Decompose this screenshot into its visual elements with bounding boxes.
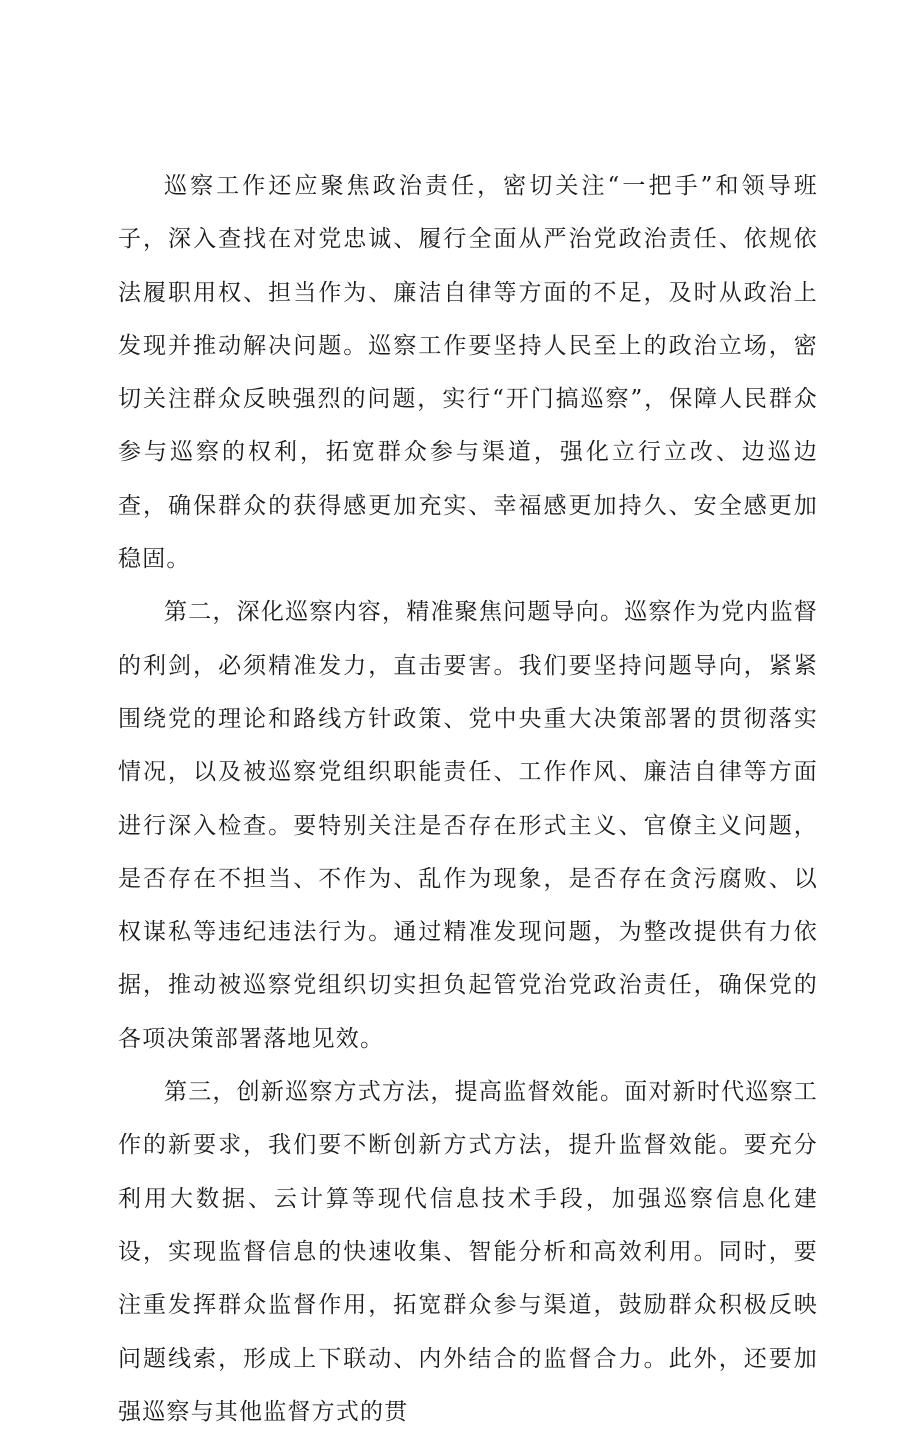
paragraph-political-responsibility: 巡察工作还应聚焦政治责任，密切关注“一把手”和领导班子，深入查找在对党忠诚、履行全面从严治党政治责任、依规依法履职用权、担当作为、廉洁自律等方面的不足，及时从政治上发现并推动解决问题。巡察工作要坚持人民至上的政治立场，密切关注群众反映强烈的问题，实行“开门搞巡察”，保障人民群众参与巡察的权利，拓宽群众参与渠道，强化立行立改、边巡边查，确保群众的获得感更加充实、幸福感更加持久、安全感更加稳固。 xyxy=(118,173,818,573)
paragraph-second-point: 第二，深化巡察内容，精准聚焦问题导向。巡察作为党内监督的利剑，必须精准发力，直击要害。我们要坚持问题导向，紧紧围绕党的理论和路线方针政策、党中央重大决策部署的贯彻落实情况，以及被巡察党组织职能责任、工作作风、廉洁自律等方面进行深入检查。要特别关注是否存在形式主义、官僚主义问题，是否存在不担当、不作为、乱作为现象，是否存在贪污腐败、以权谋私等违纪违法行为。通过精准发现问题，为整改提供有力依据，推动被巡察党组织切实担负起管党治党政治责任，确保党的各项决策部署落地见效。 xyxy=(118,599,818,1052)
paragraph-third-point: 第三，创新巡察方式方法，提高监督效能。面对新时代巡察工作的新要求，我们要不断创新方式方法，提升监督效能。要充分利用大数据、云计算等现代信息技术手段，加强巡察信息化建设，实现监督信息的快速收集、智能分析和高效利用。同时，要注重发挥群众监督作用，拓宽群众参与渠道，鼓励群众积极反映问题线索，形成上下联动、内外结合的监督合力。此外，还要加强巡察与其他监督方式的贯 xyxy=(118,1079,818,1425)
document-body xyxy=(118,160,818,1439)
